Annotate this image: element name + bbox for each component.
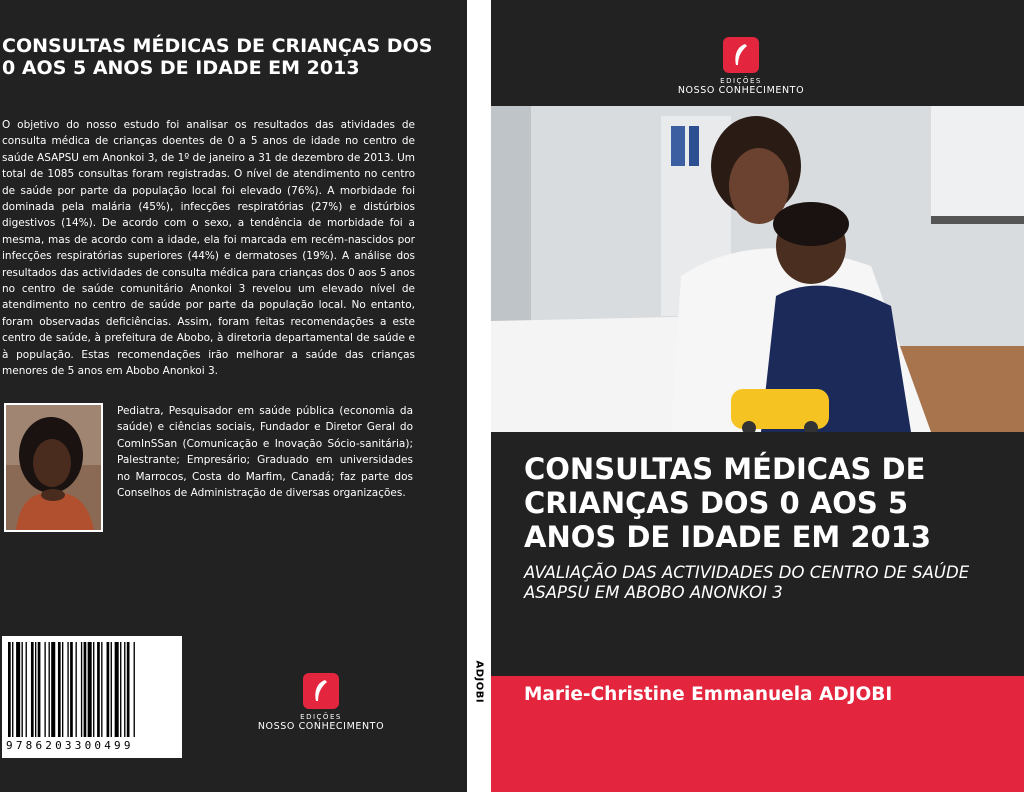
front-publisher-logo: [676, 37, 806, 96]
publisher-small-label: EDIÇÕES: [720, 77, 762, 85]
author-band: [491, 676, 1024, 792]
feather-icon: [723, 37, 759, 73]
isbn-digits: 9786203300499: [6, 739, 134, 752]
author-bio: Pediatra, Pesquisador em saúde pública (economia da saúde) e ciências sociais, Fundador e Diretor Geral do ComInSSan (Comunicação e Inovação Sócio-sanitária); Palestrante; Empresário; Graduado em universidades no Marrocos, Costa do Marfim, Canadá; faz parte dos Conselhos de Administração de diversas organizações.: [117, 405, 413, 500]
author-photo: [4, 403, 103, 532]
isbn-barcode: [2, 636, 182, 758]
back-cover-abstract: O objetivo do nosso estudo foi analisar os resultados das atividades de consulta médica de crianças doentes de 0 a 5 anos de idade no centro de saúde ASAPSU em Anonkoi 3, de 1º de janeiro a 31 de dezembro de 2013. Um total de 1085 consultas foram registradas. O nível de atendimento no centro de saúde por parte da população local foi elevado (76%). A morbidade foi dominada pela malária (45%), infecções respiratórias (27%) e distúrbios digestivos (14%). De acordo com o sexo, a tendência de morbidade foi a mesma, mas de acordo com a idade, ela foi marcada em recém-nascidos por infecções respiratórias superiores (44%) e dermatoses (19%). A análise dos resultados das actividades de consulta médica para crianças dos 0 aos 5 anos no centro de saúde comunitário Anonkoi 3 revelou um elevado nível de atendimento no centro de saúde por parte da população local. No entanto, foram observadas deficiências. Assim, foram feitas recomendações a este centro de saúde, à prefeitura de Abobo, à diretoria departamental de saúde e à população. Estas recomendações irão melhorar a saúde das crianças menores de 5 anos em Abobo Anonkoi 3.: [2, 119, 415, 378]
back-cover-title: CONSULTAS MÉDICAS DE CRIANÇAS DOS 0 AOS 5 ANOS DE IDADE EM 2013: [2, 35, 433, 79]
back-publisher-logo: [256, 673, 386, 732]
back-cover: [0, 0, 467, 792]
spine-author: ADJOBI: [473, 660, 485, 704]
publisher-name: NOSSO CONHECIMENTO: [677, 85, 805, 96]
feather-icon: [303, 673, 339, 709]
barcode-bars: [6, 642, 178, 737]
spine-label: [469, 660, 489, 725]
publisher-name: NOSSO CONHECIMENTO: [257, 721, 385, 732]
front-header: [491, 0, 1024, 106]
front-author: Marie-Christine Emmanuela ADJOBI: [524, 684, 893, 705]
cover-photo: [491, 106, 1024, 432]
front-cover-title: CONSULTAS MÉDICAS DE CRIANÇAS DOS 0 AOS 5 ANOS DE IDADE EM 2013: [524, 452, 932, 554]
front-cover-subtitle: AVALIAÇÃO DAS ACTIVIDADES DO CENTRO DE SAÚDE ASAPSU EM ABOBO ANONKOI 3: [524, 563, 970, 602]
front-cover: [491, 0, 1024, 792]
publisher-small-label: EDIÇÕES: [300, 713, 342, 721]
